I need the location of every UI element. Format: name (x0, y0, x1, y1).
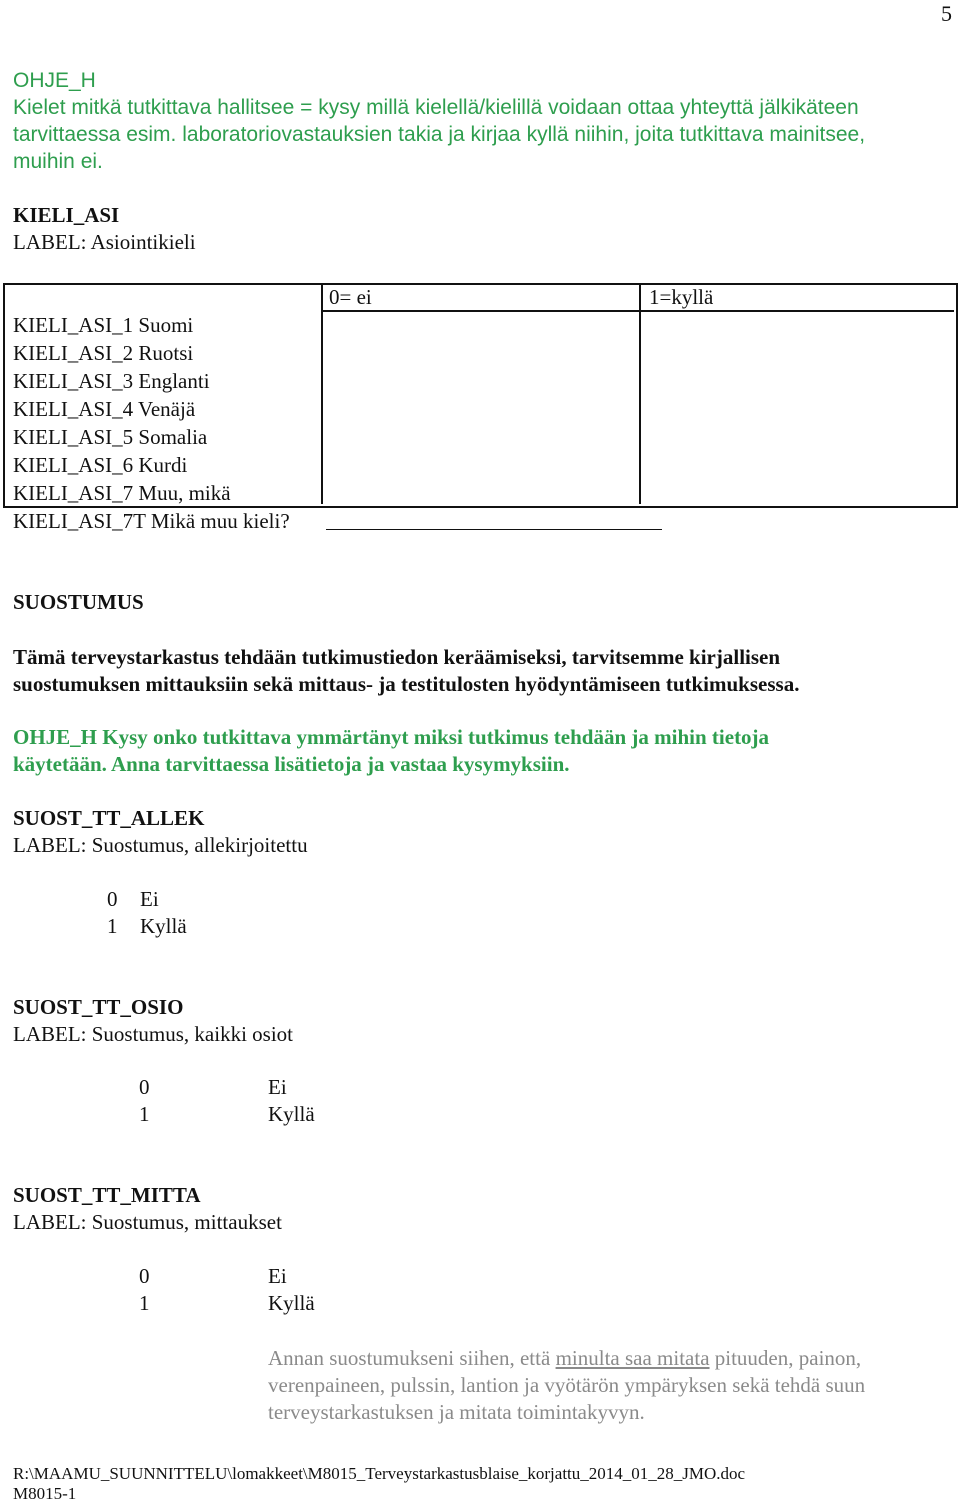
allek-option-0-text: Ei (140, 887, 159, 911)
table-row-ruotsi: KIELI_ASI_2 Ruotsi (13, 341, 194, 365)
footer-document-code: M8015-1 (13, 1484, 77, 1503)
mitta-option-1-text: Kyllä (268, 1291, 315, 1315)
osio-option-1-number: 1 (139, 1102, 150, 1126)
osio-option-0-number: 0 (139, 1075, 150, 1099)
table-row-venaja: KIELI_ASI_4 Venäjä (13, 397, 196, 421)
consent-text-pre: Annan suostumukseni siihen, että (268, 1346, 556, 1370)
allek-option-0-number: 0 (107, 887, 118, 911)
ohje-text-line-2: tarvittaessa esim. laboratoriovastauksien takia ja kirjaa kyllä niihin, joita tutkittava mainitsee, (13, 123, 866, 146)
suostumus-title: SUOSTUMUS (13, 590, 144, 614)
mitta-option-0-number: 0 (139, 1264, 150, 1288)
mitta-option-0-text: Ei (268, 1264, 287, 1288)
mitta-option-1-number: 1 (139, 1291, 150, 1315)
table-row-englanti: KIELI_ASI_3 Englanti (13, 369, 210, 393)
table-row-kurdi: KIELI_ASI_6 Kurdi (13, 453, 188, 477)
consent-text-underlined: minulta saa mitata (555, 1346, 710, 1370)
suostumus-ohje-line-2: käytetään. Anna tarvittaessa lisätietoja ja vastaa kysymyksiin. (13, 752, 570, 776)
page-number: 5 (941, 1, 952, 26)
language-table (3, 283, 958, 508)
osio-title: SUOST_TT_OSIO (13, 995, 184, 1019)
osio-label: LABEL: Suostumus, kaikki osiot (13, 1022, 294, 1046)
consent-text-post: pituuden, painon, verenpaineen, pulssin, lantion ja vyötärön ympäryksen sekä tehdä suun terveystarkastuksen ja mitata toimintakyvyn. (268, 1346, 866, 1424)
mitta-title: SUOST_TT_MITTA (13, 1183, 201, 1207)
ohje-heading: OHJE_H (13, 69, 96, 92)
consent-statement (268, 1345, 948, 1426)
allek-label: LABEL: Suostumus, allekirjoitettu (13, 833, 308, 857)
mitta-label: LABEL: Suostumus, mittaukset (13, 1210, 282, 1234)
kieli-asi-label: LABEL: Asiointikieli (13, 230, 196, 254)
ohje-text-line-1: Kielet mitkä tutkittava hallitsee = kysy millä kielellä/kielillä voidaan ottaa yhteyttä jälkikäteen (13, 96, 859, 119)
suostumus-text-line-1: Tämä terveystarkastus tehdään tutkimustiedon keräämiseksi, tarvitsemme kirjallisen (13, 645, 781, 669)
column-header-yes: 1=kyllä (649, 285, 714, 309)
suostumus-ohje-line-1: OHJE_H Kysy onko tutkittava ymmärtänyt miksi tutkimus tehdään ja mihin tietoja (13, 725, 770, 749)
table-row-muu: KIELI_ASI_7 Muu, mikä (13, 481, 231, 505)
footer-file-path: R:\MAAMU_SUUNNITTELU\lomakkeet\M8015_Terveystarkastusblaise_korjattu_2014_01_28_JMO.doc (13, 1464, 746, 1483)
table-row-somalia: KIELI_ASI_5 Somalia (13, 425, 208, 449)
other-language-field[interactable] (326, 529, 662, 530)
table-row-suomi: KIELI_ASI_1 Suomi (13, 313, 194, 337)
allek-title: SUOST_TT_ALLEK (13, 806, 205, 830)
osio-option-1-text: Kyllä (268, 1102, 315, 1126)
ohje-text-line-3: muihin ei. (13, 150, 103, 173)
column-header-no: 0= ei (329, 285, 372, 309)
table-header-line (321, 283, 954, 312)
kieli-asi-title: KIELI_ASI (13, 203, 120, 227)
osio-option-0-text: Ei (268, 1075, 287, 1099)
allek-option-1-number: 1 (107, 914, 118, 938)
suostumus-text-line-2: suostumuksen mittauksiin sekä mittaus- ja testitulosten hyödyntämiseen tutkimuksessa. (13, 672, 800, 696)
other-language-question: KIELI_ASI_7T Mikä muu kieli? (13, 509, 290, 533)
allek-option-1-text: Kyllä (140, 914, 187, 938)
table-divider-right (321, 283, 641, 504)
